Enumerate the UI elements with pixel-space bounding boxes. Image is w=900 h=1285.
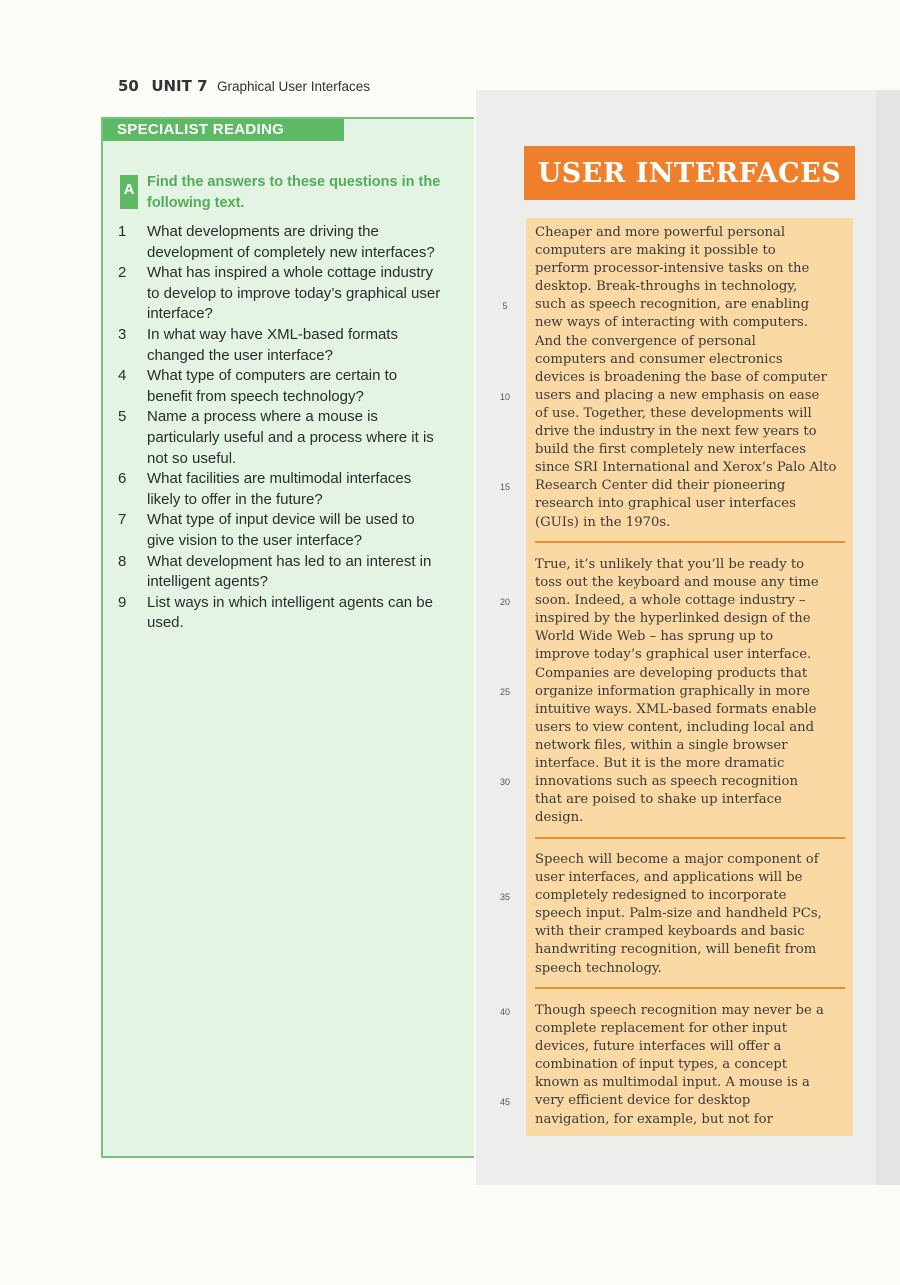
article-line: devices is broadening the base of computer xyxy=(535,369,827,385)
article-line: users to view content, including local and xyxy=(535,719,815,735)
article-line: that are poised to shake up interface xyxy=(535,792,782,808)
article-line: such as speech recognition, are enabling xyxy=(535,297,810,313)
article-line: navigation, for example, but not for xyxy=(535,1111,773,1127)
line-number: 5 xyxy=(502,301,508,311)
article-line: interface. But it is the more dramatic xyxy=(535,756,785,772)
article-line: soon. Indeed, a whole cottage industry – xyxy=(535,593,806,609)
question-number: 6 xyxy=(118,470,127,488)
question-line: What developments are driving the xyxy=(147,223,379,240)
article-line: computers are making it possible to xyxy=(535,243,776,259)
unit-label: UNIT 7 xyxy=(151,77,208,95)
article-line: perform processor-intensive tasks on the xyxy=(535,261,810,277)
question-line: changed the user interface? xyxy=(147,346,333,364)
article-line: toss out the keyboard and mouse any time xyxy=(535,575,819,591)
article-line: users and placing a new emphasis on ease xyxy=(535,387,820,403)
question-text xyxy=(147,469,463,510)
article-line: And the convergence of personal xyxy=(535,333,756,349)
question-line: not so useful. xyxy=(147,449,237,467)
line-number: 25 xyxy=(499,687,510,697)
question-text xyxy=(147,552,463,593)
article-line: devices, future interfaces will offer a xyxy=(535,1039,782,1055)
article-line: computers and consumer electronics xyxy=(535,351,783,367)
question-item xyxy=(118,366,463,407)
article-line: design. xyxy=(535,810,584,826)
article-line: World Wide Web – has sprung up to xyxy=(535,629,774,645)
article-paragraph xyxy=(535,556,853,827)
paragraph-divider xyxy=(535,987,845,989)
article-line: handwriting recognition, will benefit from xyxy=(535,942,817,958)
page-number: 50 xyxy=(118,77,139,95)
article-line: Though speech recognition may never be a xyxy=(535,1003,824,1018)
article-line: completely redesigned to incorporate xyxy=(535,888,787,904)
question-list xyxy=(118,222,463,634)
question-item xyxy=(118,263,463,325)
article-line: new ways of interacting with computers. xyxy=(535,315,808,331)
paragraph-divider xyxy=(535,541,845,543)
line-number: 35 xyxy=(499,892,510,902)
question-number: 2 xyxy=(118,264,127,282)
article-line: network files, within a single browser xyxy=(535,737,788,753)
page-header xyxy=(118,77,370,95)
question-text xyxy=(147,407,463,469)
unit-subtitle: Graphical User Interfaces xyxy=(217,79,371,94)
question-text xyxy=(147,366,463,407)
question-line: What development has led to an interest in xyxy=(147,552,432,570)
article-paragraph xyxy=(535,1002,853,1129)
question-item xyxy=(118,325,463,366)
question-line: What type of computers are certain to xyxy=(147,367,398,385)
article-line: intuitive ways. XML-based formats enable xyxy=(535,701,817,717)
article-line: research into graphical user interfaces xyxy=(535,496,796,512)
question-line: List ways in which intelligent agents can be xyxy=(147,593,433,611)
question-line: particularly useful and a process where it is xyxy=(147,428,434,446)
line-number: 40 xyxy=(499,1007,510,1017)
article-line: build the first completely new interfaces xyxy=(535,442,807,458)
article-paragraph xyxy=(535,851,853,978)
article-line: complete replacement for other input xyxy=(535,1021,787,1037)
question-text xyxy=(147,593,463,634)
paragraph-divider xyxy=(535,837,845,839)
question-item xyxy=(118,510,463,551)
line-number: 15 xyxy=(499,482,510,492)
line-number: 30 xyxy=(499,777,510,787)
question-item xyxy=(118,407,463,469)
article-line: inspired by the hyperlinked design of the xyxy=(535,611,811,627)
question-number: 9 xyxy=(118,593,127,611)
question-line: Name a process where a mouse is xyxy=(147,408,378,426)
page-edge xyxy=(876,90,900,1185)
article-line: combination of input types, a concept xyxy=(535,1057,788,1073)
article-line: drive the industry in the next few years to xyxy=(535,424,817,440)
article-line: Companies are developing products that xyxy=(535,665,808,681)
article-line: of use. Together, these developments will xyxy=(535,405,812,421)
article-line: Cheaper and more powerful personal xyxy=(535,225,786,240)
question-line: likely to offer in the future? xyxy=(147,490,323,508)
exercise-instruction: Find the answers to these questions in the following text. xyxy=(147,174,441,211)
article-line: organize information graphically in more xyxy=(535,683,811,699)
question-item xyxy=(118,593,463,634)
article-line: speech input. Palm-size and handheld PCs, xyxy=(535,906,822,922)
question-text xyxy=(147,222,463,263)
question-line: intelligent agents? xyxy=(147,573,268,591)
article-line: Research Center did their pioneering xyxy=(535,478,786,494)
question-line: used. xyxy=(147,614,184,632)
article-line: user interfaces, and applications will be xyxy=(535,870,803,886)
question-item xyxy=(118,469,463,510)
question-number: 8 xyxy=(118,552,127,570)
line-number: 20 xyxy=(499,597,510,607)
question-line: benefit from speech technology? xyxy=(147,387,364,405)
article-line: innovations such as speech recognition xyxy=(535,774,798,790)
question-line: give vision to the user interface? xyxy=(147,531,363,549)
article-line: very efficient device for desktop xyxy=(535,1093,751,1109)
article-paragraph xyxy=(535,224,853,532)
article-line: improve today’s graphical user interface. xyxy=(535,647,812,663)
question-text xyxy=(147,325,463,366)
section-label: SPECIALIST READING xyxy=(103,119,344,141)
question-line: What facilities are multimodal interfaces xyxy=(147,470,412,488)
question-line: interface? xyxy=(147,305,213,323)
question-line: What type of input device will be used to xyxy=(147,511,415,529)
question-number: 3 xyxy=(118,325,127,343)
article-line: known as multimodal input. A mouse is a xyxy=(535,1075,810,1091)
question-line: What has inspired a whole cottage industry xyxy=(147,264,433,282)
question-number: 7 xyxy=(118,511,127,529)
article-line: (GUIs) in the 1970s. xyxy=(535,514,671,530)
question-number: 1 xyxy=(118,223,127,240)
question-number: 5 xyxy=(118,408,127,426)
question-text xyxy=(147,510,463,551)
article-line: speech technology. xyxy=(535,960,662,976)
question-item xyxy=(118,222,463,263)
article-line: desktop. Break-throughs in technology, xyxy=(535,279,798,295)
article-title: USER INTERFACES xyxy=(524,146,855,200)
question-text xyxy=(147,263,463,325)
question-item xyxy=(118,552,463,593)
line-number: 45 xyxy=(499,1097,510,1107)
exercise-badge: A xyxy=(120,175,138,209)
question-line: In what way have XML-based formats xyxy=(147,325,398,343)
article-line: since SRI International and Xerox’s Palo Alto xyxy=(535,460,837,476)
article-line: with their cramped keyboards and basic xyxy=(535,924,805,940)
question-line: development of completely new interfaces? xyxy=(147,243,435,261)
question-line: to develop to improve today’s graphical user xyxy=(147,284,441,302)
article-line: True, it’s unlikely that you’ll be ready to xyxy=(535,557,805,572)
article-line: Speech will become a major component of xyxy=(535,852,819,867)
question-number: 4 xyxy=(118,367,127,385)
line-number: 10 xyxy=(499,392,510,402)
